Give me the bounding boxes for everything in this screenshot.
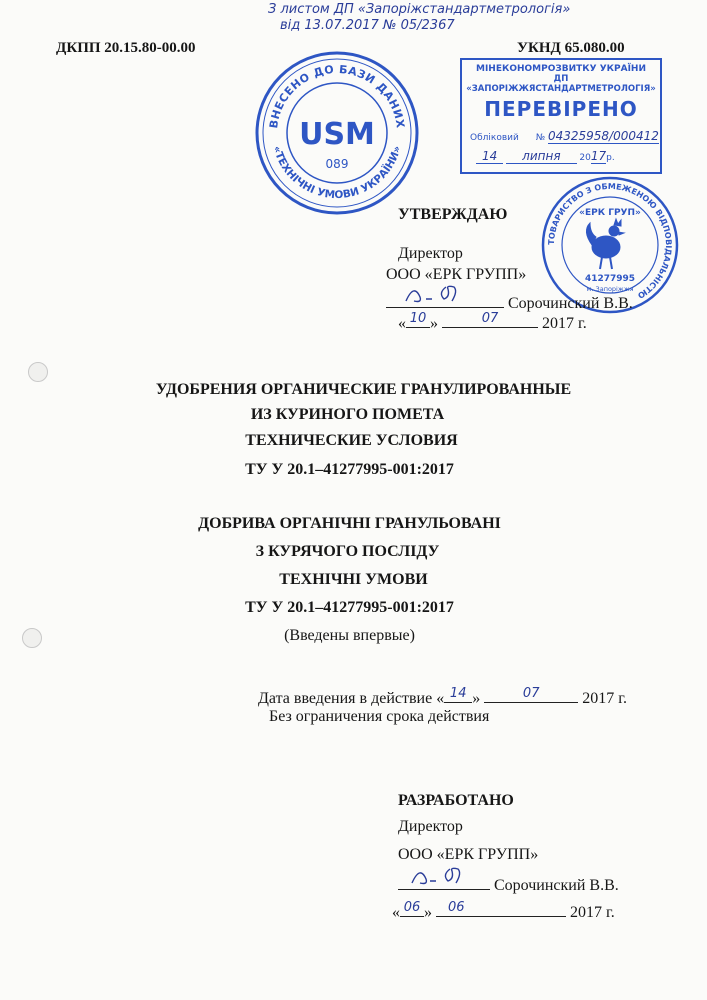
company-stamp-code: 41277995 (584, 274, 636, 284)
first-time-note: (Введены впервые) (284, 627, 415, 644)
checked-stamp-date-day: 14 (476, 149, 503, 164)
checked-stamp-date-year-suffix: 17 (590, 149, 607, 163)
database-stamp-logo: USM (299, 117, 375, 152)
developed-title: РАЗРАБОТАНО (398, 792, 514, 809)
checked-stamp-date-year-prefix: 20 (579, 153, 591, 163)
developed-signature-mark (406, 863, 486, 889)
handwritten-note-line2: від 13.07.2017 № 05/2367 (280, 18, 455, 33)
checked-stamp-reg-prefix: № (535, 133, 546, 143)
checked-stamp (460, 58, 662, 174)
dkpp-code: ДКПП 20.15.80-00.00 (56, 40, 196, 56)
effective-date-close: » (472, 690, 481, 707)
effective-date-day-value: 14 (449, 686, 467, 701)
developed-date-day-value: 06 (403, 900, 421, 915)
approve-date-row (398, 311, 587, 333)
title-ua-line1: ДОБРИВА ОРГАНІЧНІ ГРАНУЛЬОВАНІ (198, 515, 501, 532)
checked-stamp-reg-no: 04325958/000412 (547, 129, 659, 143)
developed-signature-line (398, 871, 490, 890)
checked-stamp-verdict: ПЕРЕВІРЕНО (484, 97, 638, 121)
title-ua-line2: З КУРЯЧОГО ПОСЛІДУ (255, 543, 440, 560)
approve-date-month-value: 07 (481, 311, 499, 326)
approve-signature-row (386, 289, 633, 313)
approve-signer: Сорочинский В.В. (508, 295, 633, 312)
approve-date-close: » (430, 315, 438, 332)
approve-company: ООО «ЕРК ГРУПП» (386, 266, 527, 283)
database-stamp-bottom-text: «ТЕХНІЧНІ УМОВИ УКРАЇНИ» (270, 144, 404, 202)
checked-stamp-reg-row (462, 129, 660, 143)
developed-signature-row (398, 871, 619, 895)
title-ru-line2: ИЗ КУРИНОГО ПОМЕТА (250, 406, 445, 423)
effective-date-year: 2017 г. (582, 690, 627, 707)
approve-date-day-value: 10 (409, 311, 427, 326)
title-ua-code: ТУ У 20.1–41277995-001:2017 (245, 599, 454, 616)
approve-title: УТВЕРЖДАЮ (398, 206, 508, 223)
handwritten-note-line1: З листом ДП «Запоріжстандартметрологія» (268, 2, 571, 17)
developed-company: ООО «ЕРК ГРУПП» (398, 846, 539, 863)
developed-date-row (392, 900, 615, 922)
developed-date-day (400, 900, 424, 917)
effective-date-row (258, 686, 627, 708)
handwritten-note (268, 2, 570, 34)
approve-date-open: « (398, 315, 406, 332)
effective-date-label: Дата введения в действие « (258, 690, 445, 707)
checked-stamp-ministry: МІНЕКОНОМРОЗВИТКУ УКРАЇНИ (475, 64, 646, 74)
title-ru-line3: ТЕХНИЧЕСКИЕ УСЛОВИЯ (245, 432, 458, 449)
approve-date-month (442, 311, 538, 328)
developed-date-month (436, 900, 566, 917)
database-stamp-top-text: ВНЕСЕНО ДО БАЗИ ДАНИХ (267, 62, 407, 130)
database-stamp (252, 48, 422, 218)
approve-position: Директор (398, 245, 463, 262)
company-stamp-city: м. Запоріжжя (586, 285, 634, 293)
checked-stamp-date-year-r: р. (606, 153, 615, 163)
developed-position: Директор (398, 818, 463, 835)
company-stamp-ring-text: ТОВАРИСТВО З ОБМЕЖЕНОЮ ВІДПОВІДАЛЬНІСТЮ (546, 181, 674, 301)
checked-stamp-date-row (462, 149, 660, 163)
developed-date-year: 2017 г. (570, 904, 615, 921)
effective-date-month (484, 686, 578, 703)
effective-date-day (444, 686, 472, 703)
developed-date-open: « (392, 904, 400, 921)
approve-date-year: 2017 г. (542, 315, 587, 332)
no-time-limit: Без ограничения срока действия (269, 708, 490, 725)
effective-date-month-value: 07 (522, 686, 540, 701)
punch-hole-top (28, 362, 48, 382)
checked-stamp-reg-label: Обліковий (470, 133, 519, 143)
title-ru-code: ТУ У 20.1–41277995-001:2017 (245, 461, 454, 478)
developed-date-close: » (424, 904, 432, 921)
rooster-icon (586, 219, 624, 269)
title-ru-line1: УДОБРЕНИЯ ОРГАНИЧЕСКИЕ ГРАНУЛИРОВАННЫЕ (155, 381, 572, 398)
developed-date-month-value: 06 (448, 900, 465, 915)
database-stamp-number: 089 (325, 157, 349, 171)
approve-date-day (406, 311, 430, 328)
checked-stamp-date-month: липня (506, 149, 576, 164)
title-ua-line3: ТЕХНІЧНІ УМОВИ (279, 571, 428, 588)
company-stamp-name: «ЕРК ГРУП» (579, 208, 641, 218)
developed-signer: Сорочинский В.В. (494, 877, 619, 894)
uknd-code: УКНД 65.080.00 (517, 40, 625, 56)
approve-signature-mark (400, 281, 490, 307)
approve-signature-line (386, 289, 504, 308)
checked-stamp-org: ДП «ЗАПОРІЖЖЯСТАНДАРТМЕТРОЛОГІЯ» (466, 74, 656, 94)
